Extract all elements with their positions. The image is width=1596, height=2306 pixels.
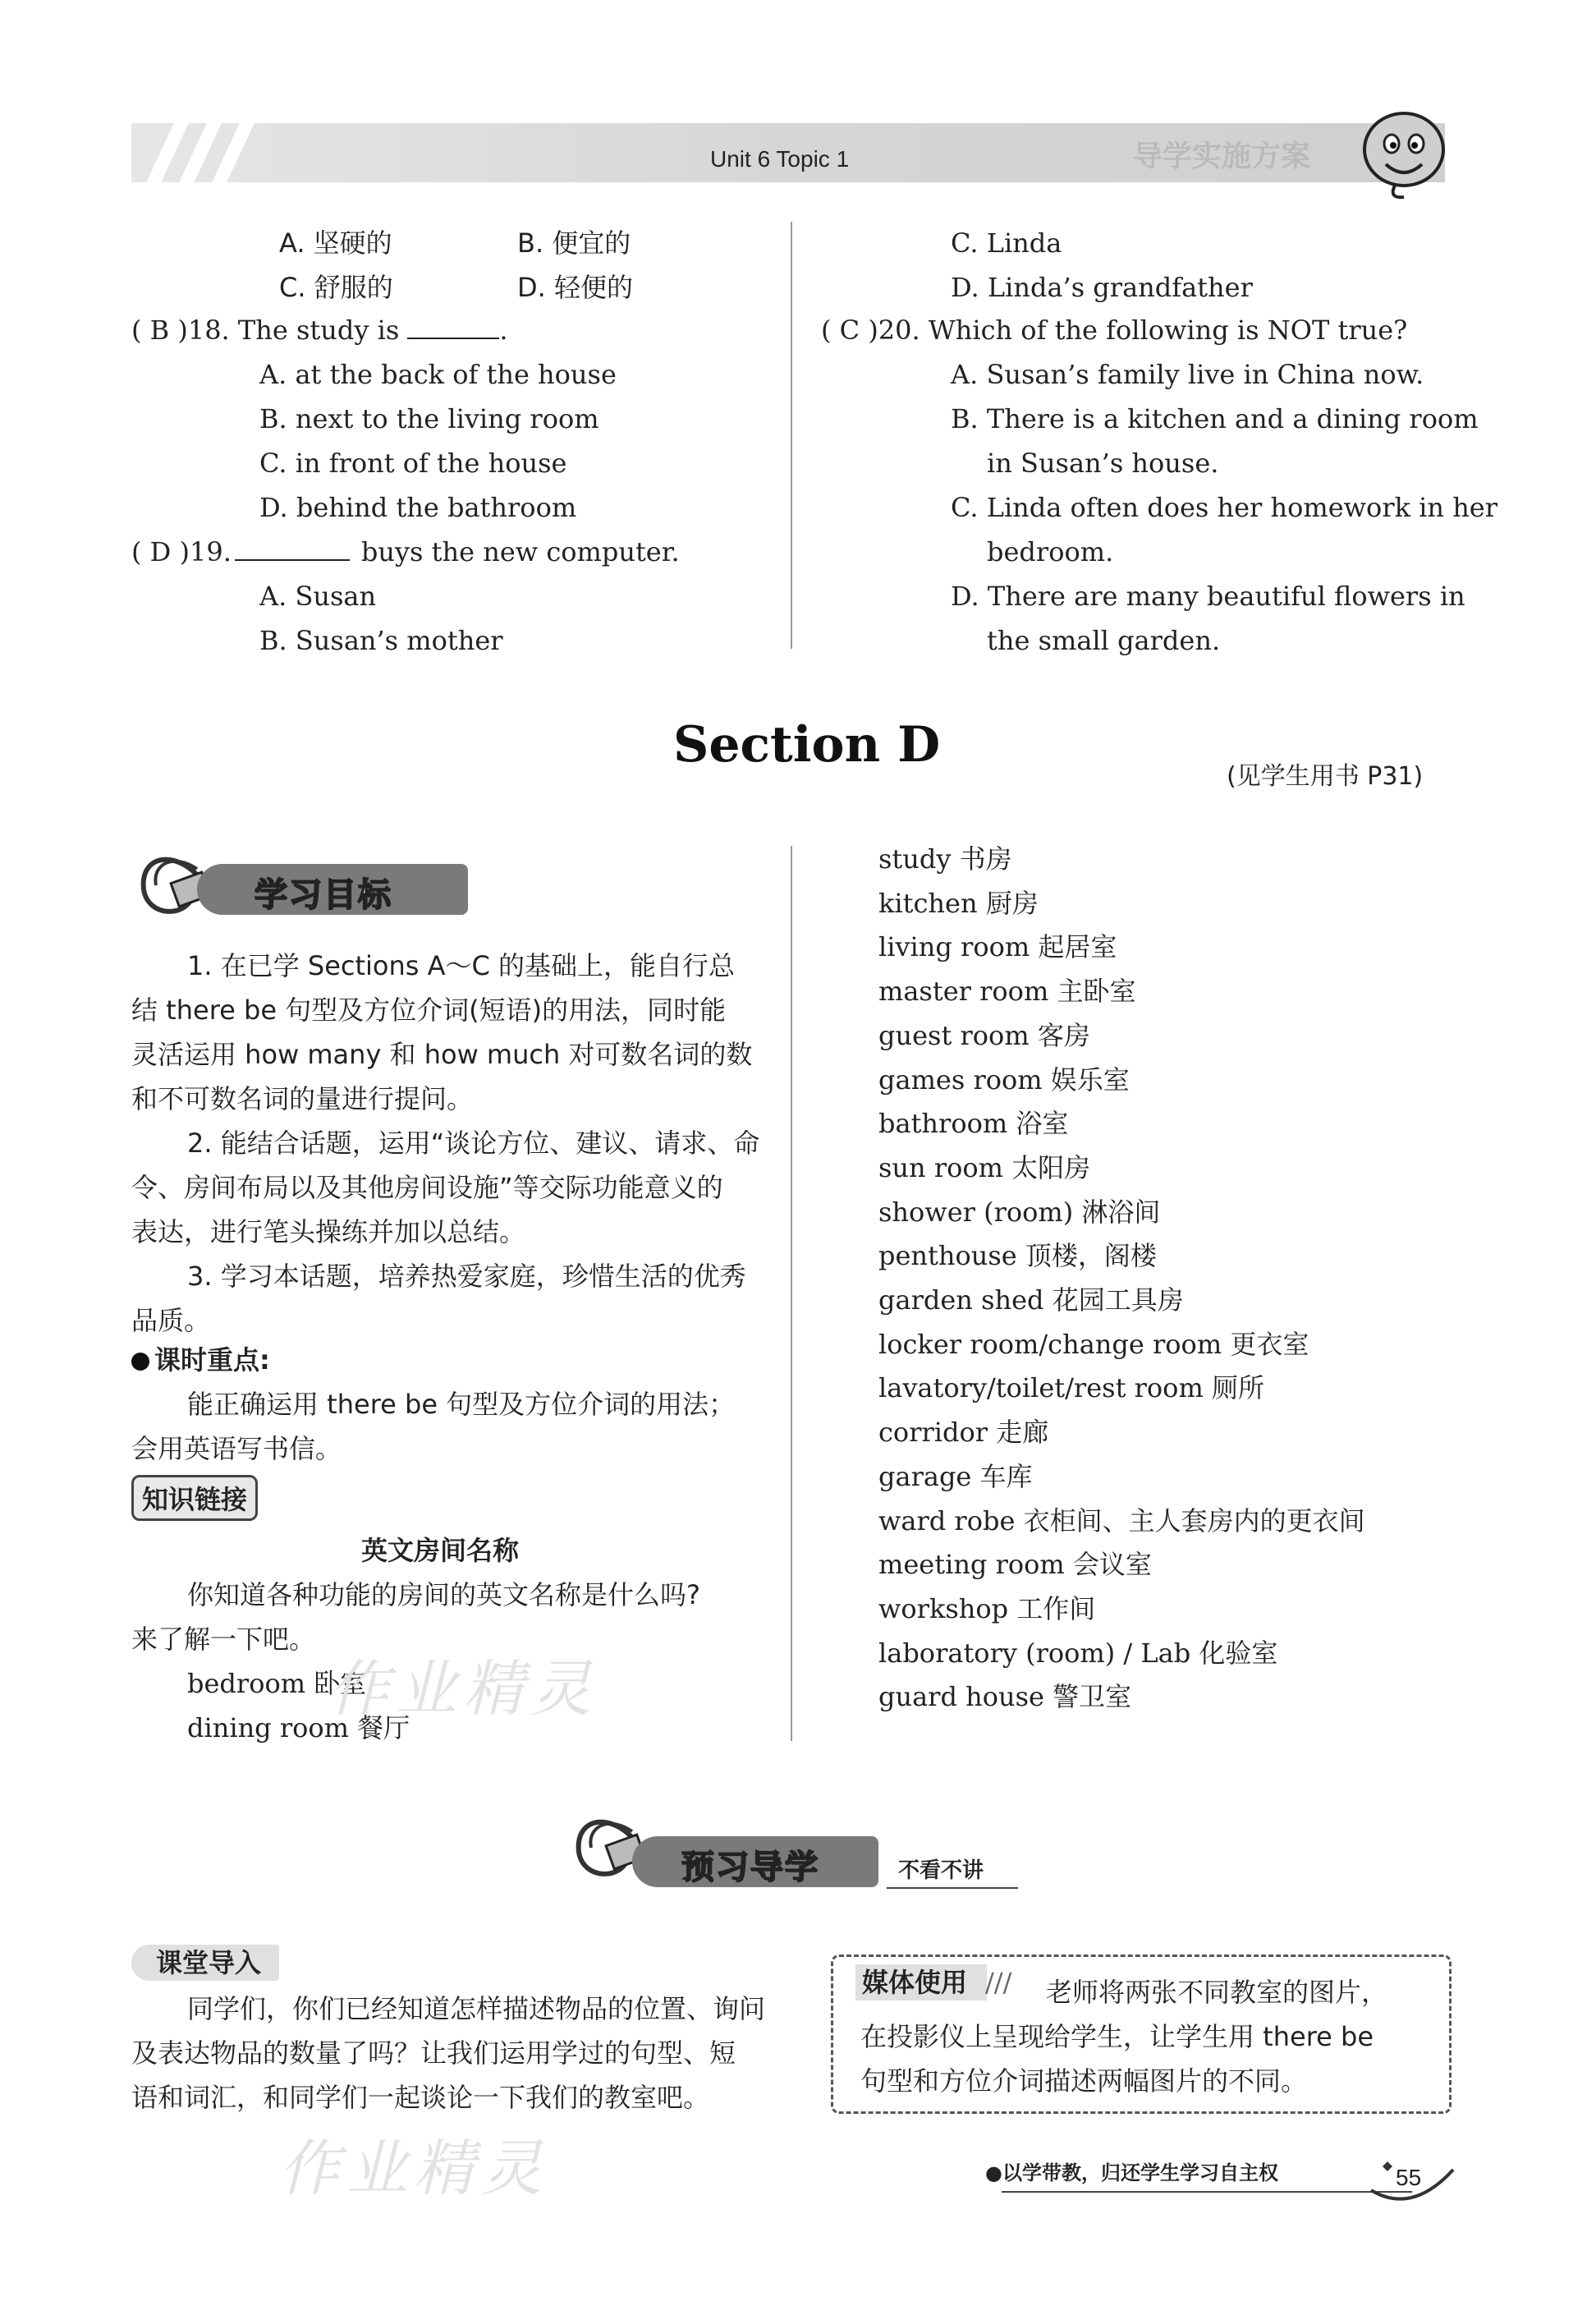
slash-icon: ///: [985, 1967, 1012, 1998]
room-item: garage 车库: [878, 1460, 1033, 1492]
room-item: sun room 太阳房: [878, 1151, 1091, 1183]
room-item: lavatory/toilet/rest room 厕所: [878, 1372, 1264, 1404]
goal-line: 品质。: [131, 1305, 211, 1336]
goal-line: 令、房间布局以及其他房间设施”等交际功能意义的: [131, 1172, 723, 1203]
room-item: games room 娱乐室: [878, 1063, 1130, 1096]
q17-option: B. 便宜的: [517, 227, 631, 259]
room-item: meeting room 会议室: [878, 1549, 1152, 1581]
room-item: penthouse 顶楼，阁楼: [878, 1240, 1157, 1272]
watermark: 作业精灵: [328, 1654, 598, 1725]
room-item: bathroom 浴室: [878, 1108, 1069, 1140]
q20-line: in Susan’s house.: [987, 448, 1219, 479]
goal-line: 和不可数名词的量进行提问。: [131, 1083, 474, 1114]
q18-option: D. behind the bathroom: [259, 492, 577, 523]
q19-option: C. Linda: [951, 227, 1062, 259]
q20-stem: ( C )20. Which of the following is NOT true?: [821, 315, 1408, 346]
mascot-icon: [1346, 99, 1453, 205]
key-points-label: 课时重点:: [131, 1344, 270, 1376]
intro-line: 同学们，你们已经知道怎样描述物品的位置、询问: [187, 1993, 766, 2024]
answer-blank: [235, 536, 350, 561]
divider: [887, 1887, 1018, 1889]
intro-tag: 课堂导入: [156, 1947, 262, 1978]
room-item: locker room/change room 更衣室: [878, 1328, 1309, 1360]
room-item: workshop 工作间: [878, 1592, 1096, 1624]
media-line: 老师将两张不同教室的图片，: [1046, 1977, 1388, 2008]
room-item: guard house 警卫室: [878, 1681, 1132, 1713]
room-item: ward robe 衣柜间、主人套房内的更衣间: [878, 1504, 1365, 1537]
header-faint-banner: 导学实施方案: [1133, 140, 1311, 173]
room-item: shower (room) 淋浴间: [878, 1196, 1161, 1228]
footer-motto: ●以学带教，归还学生学习自主权: [985, 2161, 1278, 2184]
q19-answer: D: [149, 536, 172, 567]
goal-line: 结 there be 句型及方位介词(短语)的用法，同时能: [131, 995, 727, 1026]
room-item: kitchen 厨房: [878, 887, 1039, 919]
q18-option: B. next to the living room: [259, 403, 599, 434]
q20-line: D. There are many beautiful flowers in: [951, 581, 1465, 612]
goals-banner-label: 学习目标: [255, 876, 392, 914]
answer-blank: [407, 315, 499, 339]
column-divider: [791, 846, 792, 1741]
intro-line: 及表达物品的数量了吗？让我们运用学过的句型、短: [131, 2037, 736, 2069]
goal-line: 灵活运用 how many 和 how much 对可数名词的数: [131, 1039, 753, 1070]
q18-option: A. at the back of the house: [259, 359, 617, 390]
goal-line: 1. 在已学 Sections A～C 的基础上，能自行总: [187, 950, 736, 981]
header-title: Unit 6 Topic 1: [710, 146, 850, 172]
q20-answer: C: [839, 315, 860, 346]
section-title: Section D: [673, 716, 941, 774]
room-item: guest room 客房: [878, 1019, 1090, 1051]
media-tag: 媒体使用: [862, 1967, 968, 1998]
knowledge-subtitle: 英文房间名称: [361, 1535, 520, 1566]
q17-option: D. 轻便的: [517, 272, 633, 303]
knowledge-tag: 知识链接: [131, 1475, 258, 1521]
room-item: living room 起居室: [878, 931, 1117, 963]
q20-line: bedroom.: [987, 536, 1114, 567]
room-item: master room 主卧室: [878, 976, 1136, 1008]
section-reference: (见学生用书 P31): [1227, 762, 1424, 791]
q20-line: C. Linda often does her homework in her: [951, 492, 1498, 523]
goal-line: 表达，进行笔头操练并加以总结。: [131, 1216, 526, 1247]
q17-option: A. 坚硬的: [279, 227, 392, 259]
key-point-line: 能正确运用 there be 句型及方位介词的用法；: [187, 1389, 736, 1420]
room-item: laboratory (room) / Lab 化验室: [878, 1637, 1278, 1669]
media-line: 句型和方位介词描述两幅图片的不同。: [860, 2065, 1308, 2097]
footer-rule: [1002, 2191, 1412, 2193]
media-line: 在投影仪上呈现给学生，让学生用 there be: [860, 2021, 1374, 2052]
room-item: garden shed 花园工具房: [878, 1284, 1184, 1316]
watermark: 作业精灵: [279, 2134, 548, 2204]
room-item: bedroom 卧室: [187, 1668, 367, 1699]
preview-banner-label: 预习导学: [681, 1849, 819, 1886]
goal-line: 2. 能结合话题，运用“谈论方位、建议、请求、命: [187, 1128, 760, 1159]
room-item: dining room 餐厅: [187, 1712, 410, 1743]
q19-option: B. Susan’s mother: [259, 625, 503, 656]
q18-stem: ( B )18. The study is .: [131, 315, 508, 346]
goal-line: 3. 学习本话题，培养热爱家庭，珍惜生活的优秀: [187, 1261, 746, 1292]
q19-option: D. Linda’s grandfather: [951, 272, 1253, 303]
q19-option: A. Susan: [259, 581, 377, 612]
knowledge-intro: 你知道各种功能的房间的英文名称是什么吗?: [187, 1579, 700, 1610]
q20-line: the small garden.: [987, 625, 1221, 656]
q20-line: B. There is a kitchen and a dining room: [951, 403, 1479, 434]
room-item: study 书房: [878, 843, 1012, 875]
key-point-line: 会用英语写书信。: [131, 1433, 342, 1464]
knowledge-intro: 来了解一下吧。: [131, 1624, 316, 1655]
q19-stem: ( D )19. buys the new computer.: [131, 536, 680, 567]
room-item: corridor 走廊: [878, 1417, 1049, 1449]
intro-line: 语和词汇，和同学们一起谈论一下我们的教室吧。: [131, 2082, 710, 2113]
q18-option: C. in front of the house: [259, 448, 567, 479]
q18-answer: B: [149, 315, 170, 346]
page-number: 55: [1396, 2165, 1422, 2190]
q20-line: A. Susan’s family live in China now.: [951, 359, 1424, 390]
q17-option: C. 舒服的: [279, 272, 393, 303]
column-divider: [791, 222, 792, 649]
preview-side-label: 不看不讲: [898, 1858, 984, 1883]
bullet-icon: [131, 1353, 149, 1371]
